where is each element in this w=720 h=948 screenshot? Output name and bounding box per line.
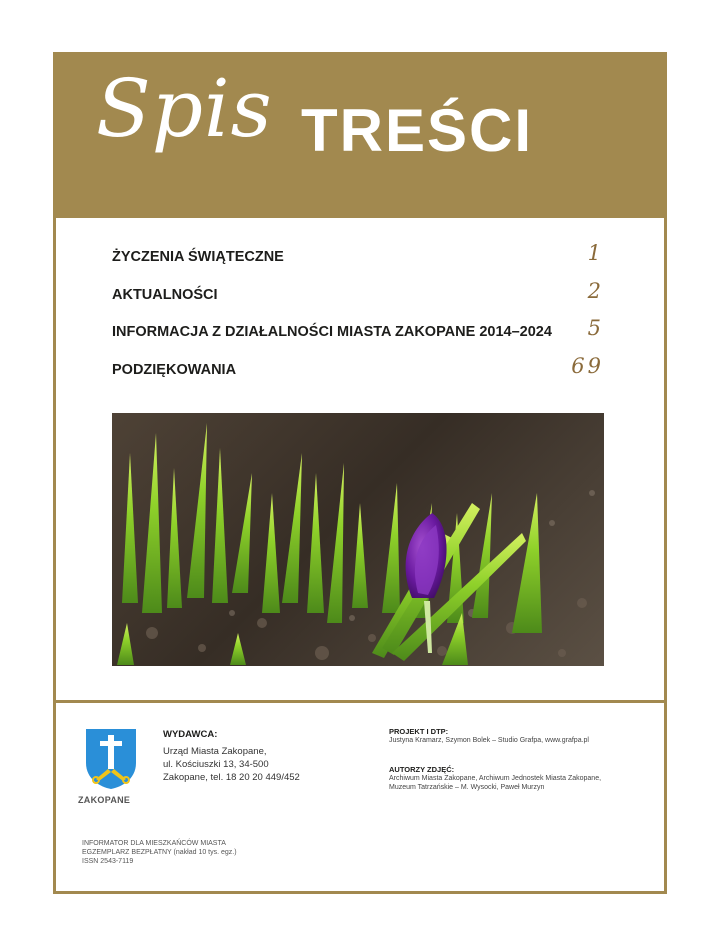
title-bold-word: TREŚCI — [301, 97, 534, 164]
imprint — [82, 839, 237, 866]
title-script-word: Spis — [96, 62, 273, 155]
crocus-illustration — [112, 413, 604, 666]
photo-authors-line: Muzeum Tatrzańskie – M. Wysocki, Paweł Murzyn — [389, 784, 545, 791]
toc-entry-page: 2 — [587, 278, 604, 303]
footer — [56, 703, 664, 891]
toc-entry-page: 5 — [587, 316, 604, 340]
page-frame — [53, 52, 667, 894]
toc-entry[interactable] — [112, 241, 604, 279]
toc-entry[interactable] — [112, 279, 604, 317]
toc-entry-label: PODZIĘKOWANIA — [112, 361, 237, 378]
toc-entry[interactable] — [112, 354, 604, 392]
photo-authors-heading: AUTORZY ZDJĘĆ: — [389, 765, 455, 774]
toc-entry-label: AKTUALNOŚCI — [112, 286, 218, 303]
publisher-line: Zakopane, tel. 18 20 20 449/452 — [163, 772, 300, 783]
dtp-heading: PROJEKT I DTP: — [389, 727, 449, 736]
crocus-photo — [112, 413, 604, 666]
toc-entry-page: 69 — [571, 353, 604, 378]
publisher-heading: WYDAWCA: — [163, 729, 218, 740]
logo-text: ZAKOPANE — [78, 795, 131, 805]
credits — [389, 727, 629, 792]
imprint-line: INFORMATOR DLA MIESZKAŃCÓW MIASTA — [82, 840, 226, 847]
imprint-line: EGZEMPLARZ BEZPŁATNY (nakład 10 tys. egz.) — [82, 849, 237, 856]
table-of-contents — [112, 241, 604, 391]
publisher-line: Urząd Miasta Zakopane, — [163, 746, 267, 757]
toc-entry-label: INFORMACJA Z DZIAŁALNOŚCI MIASTA ZAKOPANE 2014–2024 — [112, 324, 552, 340]
zakopane-coat-of-arms-icon — [82, 727, 140, 796]
publisher-line: ul. Kościuszki 13, 34-500 — [163, 759, 269, 770]
toc-entry-page: 1 — [587, 241, 604, 265]
toc-entry[interactable] — [112, 316, 604, 354]
toc-entry-label: ŻYCZENIA ŚWIĄTECZNE — [112, 249, 284, 265]
publisher-details — [163, 745, 300, 784]
photo-authors-line: Archiwum Miasta Zakopane, Archiwum Jednostek Miasta Zakopane, — [389, 775, 602, 782]
title-banner — [56, 55, 664, 218]
dtp-text: Justyna Kramarz, Szymon Bolek – Studio Grafpa, www.grafpa.pl — [389, 737, 589, 744]
imprint-line: ISSN 2543-7119 — [82, 858, 134, 865]
